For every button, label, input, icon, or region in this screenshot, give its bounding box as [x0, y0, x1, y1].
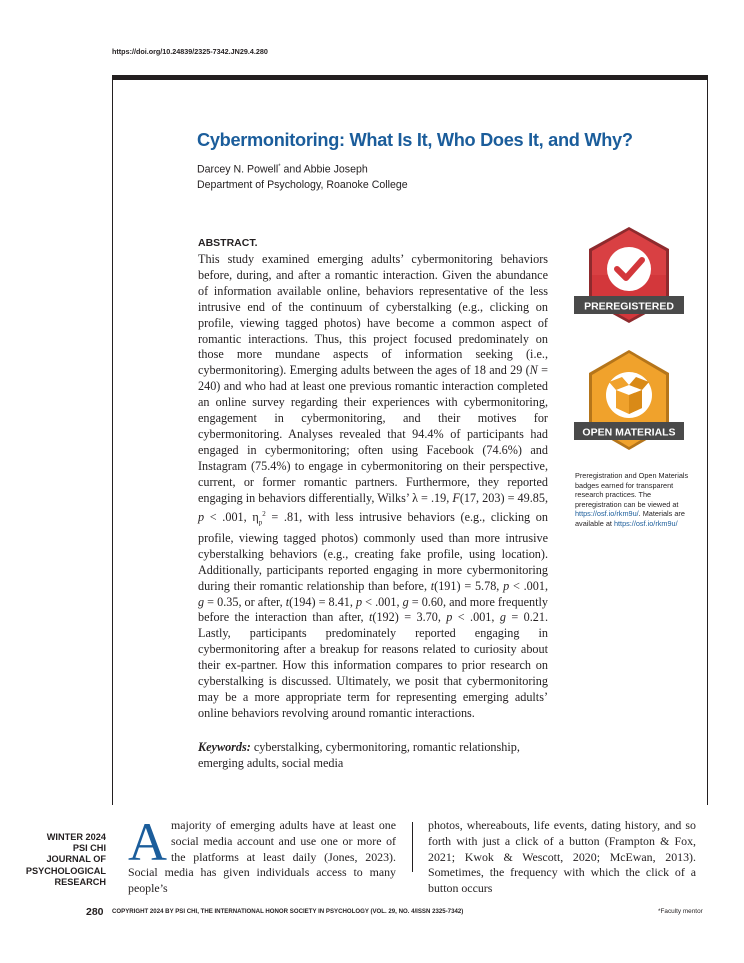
- journal-sidebar: WINTER 2024 PSI CHI JOURNAL OF PSYCHOLOGICAL RESEARCH: [25, 832, 106, 887]
- abstract-heading: ABSTRACT.: [198, 237, 258, 249]
- open-materials-label: OPEN MATERIALS: [582, 426, 676, 439]
- drop-cap: A: [128, 812, 167, 872]
- keywords-list: cyberstalking, cybermonitoring, romantic relationship, emerging adults, social media: [198, 740, 520, 770]
- materials-link[interactable]: https://osf.io/rkm9u/: [613, 518, 678, 528]
- author-line: [197, 160, 408, 178]
- doi-link[interactable]: https://doi.org/10.24839/2325-7342.JN29.4.280: [112, 47, 268, 56]
- preregistration-link[interactable]: https://osf.io/rkm9u/: [575, 509, 639, 518]
- author-block: [197, 160, 408, 193]
- preregistered-badge[interactable]: [574, 225, 684, 325]
- abstract-text: This study examined emerging adults’ cybermonitoring behaviors before, during, and after a romantic interaction. Given the abundance of information available online, behaviors representative of the less intrusive end of the continuum of cyberstalking (e.g., clicking on profile, viewing tagged photos) have become a common aspect of romantic interactions. Thus, this project focused predominately on those more mundane aspects of information seeking (i.e., cybermonitoring). Emerging adults between the ages of 18 and 29 (N = 240) and who had at least one previous romantic interaction completed an online survey regarding their experiences with cybermonitoring, engagement in cybermonitoring, and their motives for cybermonitoring. Analyses revealed that 94.4% of participants had engaged in cybermonitoring; often using Facebook (74.6%) and Instagram (75.4%) to engage in cybermonitoring on their perspective, current, or former romantic partners. Furthermore, they reported engaging in behaviors differentially, Wilks’ λ = .19, F(17, 203) = 49.85, p < .001, $\eta_p^2 = .81$, with less intrusive behaviors (e.g., clicking on profile, viewing tagged photos) commonly used than more intrusive cyberstalking behaviors (e.g., creating fake profile, using location). Additionally, participants reported engaging in more cybermonitoring during their romantic relationship than before, t(191) = 5.78, p < .001, g = 0.35, or after, t(194) = 8.41, p < .001, g = 0.60, and more frequently before the interaction than after, t(192) = 3.70, p < .001, g = 0.21. Lastly, participants predominately reported engaging in cybermonitoring after a breakup for reasons related to curiosity about their ex-partner. How this information compares to prior research on cyberstalking is discussed. Ultimately, we posit that cybermonitoring may be a more appropriate term for representing emerging adults’ online behaviors revolving around romantic interactions.: [198, 252, 549, 720]
- column-divider: [412, 822, 413, 872]
- page-number: 280: [86, 906, 104, 918]
- keywords: [198, 740, 553, 772]
- badge-circle: [607, 247, 651, 291]
- faculty-mentor-note: *Faculty mentor: [658, 908, 703, 915]
- intro-column-2: photos, whereabouts, life events, dating history, and so forth with just a click of a button (Frampton & Fox, 2021; Kwok & Wescott, 2020; McEwan, 2013). Sometimes, the frequency with which the click of a button occurs: [428, 818, 696, 896]
- faculty-mentor-marker: *: [278, 164, 281, 170]
- keywords-label: Keywords:: [198, 740, 251, 754]
- article-title: Cybermonitoring: What Is It, Who Does It, and Why?: [197, 130, 633, 150]
- author-secondary: and Abbie Joseph: [280, 163, 368, 176]
- intro-column-1: Amajority of emerging adults have at least one social media account and use one or more of the platforms at least daily (Jones, 2023). Social media has given individuals access to many people’s: [128, 812, 396, 896]
- preregistered-label: PREREGISTERED: [584, 300, 674, 313]
- badge-note: Preregistration and Open Materials badges earned for transparent research practices. The preregistration can be viewed at https://osf.io/rkm9u/. Materials are available at https://osf.io/rkm9u/: [575, 471, 689, 528]
- affiliation: Department of Psychology, Roanoke College: [197, 178, 408, 191]
- open-materials-badge[interactable]: [574, 348, 684, 453]
- copyright-line: COPYRIGHT 2024 BY PSI CHI, THE INTERNATIONAL HONOR SOCIETY IN PSYCHOLOGY (VOL. 29, NO. 4/ISSN 2325-7342): [112, 908, 464, 915]
- author-primary: Darcey N. Powell: [197, 163, 279, 176]
